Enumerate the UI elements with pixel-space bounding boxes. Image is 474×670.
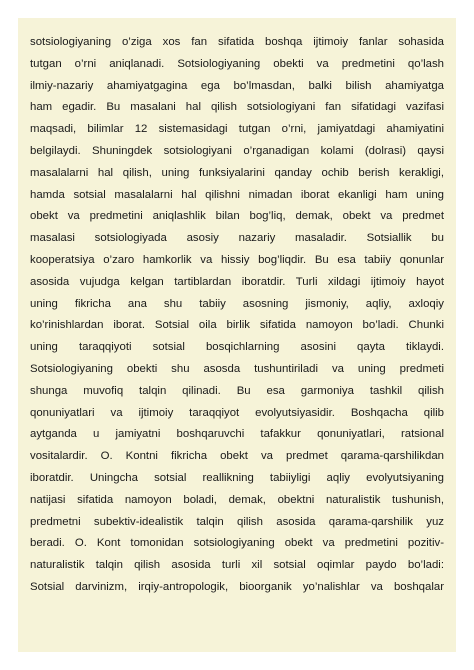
text-line: belgilaydi. Shuningdek sotsiologiyani o’rganadigan kolami (dolrasi) qaysi xyxy=(30,144,444,157)
text-line: qonuniyatlari va ijtimoiy taraqqiyot evolyutsiyasidir. Boshqacha qilib xyxy=(30,406,444,419)
text-line: Sotsiologiyaning obekti shu asosda tushuntiriladi va uning predmeti xyxy=(30,362,444,375)
document-page xyxy=(18,18,456,652)
text-line: uning fikricha ana shu tabiiy asosning jismoniy, aqliy, axloqiy xyxy=(30,297,444,310)
text-line: Sotsial darvinizm, irqiy-antropologik, bioorganik yo’nalishlar va boshqalar xyxy=(30,580,444,593)
text-line: naturalistik talqin qilish asosida turli xil sotsial oqimlar paydo bo’ladi: xyxy=(30,559,444,572)
text-line: predmetni subektiv-idealistik talqin qilish asosida qarama-qarshilik yuz xyxy=(30,515,444,528)
text-line: asosida vujudga kelgan tartiblardan iboratdir. Turli xildagi ijtimoiy hayot xyxy=(30,275,444,288)
text-line: maqsadi, bilimlar 12 sistemasidagi tutgan o’rni, jamiyatdagi ahamiyatini xyxy=(30,123,444,136)
text-line: hamda sotsial masalalarni hal qilishni nimadan iborat ekanligi ham uning xyxy=(30,188,444,201)
text-line: masalalarni hal qilish, uning funksiyalarini qanday ochib berish kerakligi, xyxy=(30,166,444,179)
text-line: tutgan o’rni aniqlanadi. Sotsiologiyaning obekti va predmetini qo’lash xyxy=(30,57,444,70)
text-line: iboratdir. Uningcha sotsial reallikning tabiiyligi aqliy evolyutsiyaning xyxy=(30,471,444,484)
text-line: natijasi sifatida namoyon boladi, demak, obektni naturalistik tushunish, xyxy=(30,493,444,506)
text-line: masalasi sotsiologiyada asosiy nazariy masaladir. Sotsiallik bu xyxy=(30,232,444,245)
text-line: ilmiy-nazariy ahamiyatgagina ega bo’lmasdan, balki bilish ahamiyatga xyxy=(30,79,444,92)
text-line: ko’rinishlardan iborat. Sotsial oila birlik sifatida namoyon bo’ladi. Chunki xyxy=(30,319,444,332)
text-line: shunga muvofiq talqin qilinadi. Bu esa garmoniya tashkil qilish xyxy=(30,384,444,397)
text-line: uning taraqqiyoti sotsial bosqichlarning asosini qayta tiklaydi. xyxy=(30,341,444,354)
text-line: vositalardir. O. Kontni fikricha obekt va predmet qarama-qarshilikdan xyxy=(30,450,444,463)
text-line: kooperatsiya o’zaro hamkorlik va hissiy bog’liqdir. Bu esa tabiiy qonunlar xyxy=(30,253,444,266)
text-line: obekt va predmetini aniqlashlik bilan bog’liq, demak, obekt va predmet xyxy=(30,210,444,223)
text-line: sotsiologiyaning o’ziga xos fan sifatida boshqa ijtimoiy fanlar sohasida xyxy=(30,36,444,48)
body-text xyxy=(30,32,444,599)
text-line: beradi. O. Kont tomonidan sotsiologiyaning obekt va predmetini pozitiv- xyxy=(30,537,444,550)
text-line: aytganda u jamiyatni boshqaruvchi tafakkur qonuniyatlari, ratsional xyxy=(30,428,444,441)
text-line: ham egadir. Bu masalani hal qilish sotsiologiyani fan sifatidagi vazifasi xyxy=(30,101,444,114)
